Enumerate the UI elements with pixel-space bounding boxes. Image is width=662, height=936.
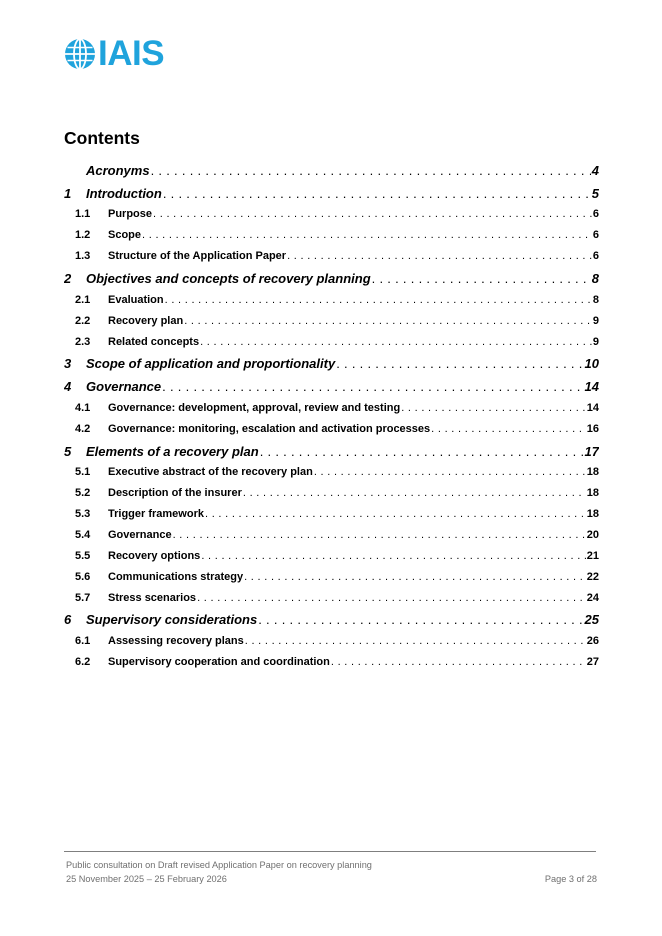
toc-dot-leader bbox=[336, 356, 583, 371]
toc-entry-title: Stress scenarios bbox=[108, 591, 197, 604]
toc-entry-number: 4.1 bbox=[75, 401, 91, 414]
toc-entry[interactable] bbox=[64, 402, 599, 423]
toc-dot-leader bbox=[401, 402, 586, 414]
toc-entry-page: 18 bbox=[586, 466, 599, 479]
toc-entry-page: 14 bbox=[586, 401, 599, 414]
toc-entry-title: Trigger framework bbox=[108, 508, 204, 521]
toc-entry-page: 25 bbox=[584, 612, 599, 628]
toc-dot-leader bbox=[287, 250, 592, 262]
toc-dot-leader bbox=[142, 229, 592, 241]
toc-dot-leader bbox=[151, 163, 591, 178]
toc-entry-page: 20 bbox=[586, 528, 599, 541]
toc-dot-leader bbox=[197, 592, 586, 604]
page-title: Contents bbox=[64, 128, 140, 148]
toc-entry-number: 5.6 bbox=[75, 570, 91, 583]
toc-entry-page: 6 bbox=[592, 208, 599, 221]
iais-logo bbox=[64, 34, 165, 73]
toc-entry-title: Governance bbox=[86, 379, 162, 395]
toc-dot-leader bbox=[243, 487, 586, 499]
toc-entry[interactable] bbox=[64, 336, 599, 357]
toc-entry[interactable] bbox=[64, 571, 599, 592]
toc-entry[interactable] bbox=[64, 163, 599, 186]
toc-entry-title: Elements of a recovery plan bbox=[86, 443, 259, 459]
toc-dot-leader bbox=[331, 656, 586, 668]
toc-entry-title: Communications strategy bbox=[108, 570, 244, 583]
toc-entry-page: 27 bbox=[586, 656, 599, 669]
toc-entry-number: 3 bbox=[64, 356, 72, 372]
toc-entry-title: Assessing recovery plans bbox=[108, 635, 244, 648]
table-of-contents bbox=[64, 163, 599, 677]
toc-entry-page: 8 bbox=[591, 271, 599, 287]
toc-entry-number: 1.1 bbox=[75, 208, 91, 221]
toc-entry-page: 18 bbox=[586, 487, 599, 500]
toc-dot-leader bbox=[153, 208, 592, 220]
toc-entry-title: Governance: monitoring, escalation and activation processes bbox=[108, 422, 431, 435]
toc-entry[interactable] bbox=[64, 635, 599, 656]
toc-entry[interactable] bbox=[64, 208, 599, 229]
toc-entry[interactable] bbox=[64, 487, 599, 508]
toc-dot-leader bbox=[163, 186, 591, 201]
toc-dot-leader bbox=[260, 444, 584, 459]
toc-entry-title: Structure of the Application Paper bbox=[108, 250, 287, 263]
toc-entry[interactable] bbox=[64, 508, 599, 529]
toc-entry[interactable] bbox=[64, 186, 599, 209]
toc-entry-number: 2.1 bbox=[75, 293, 91, 306]
toc-entry[interactable] bbox=[64, 423, 599, 444]
toc-entry-page: 6 bbox=[592, 229, 599, 242]
toc-entry-page: 16 bbox=[586, 422, 599, 435]
toc-entry-number: 5.7 bbox=[75, 591, 91, 604]
footer-date-range: 25 November 2025 – 25 February 2026 bbox=[66, 874, 227, 884]
footer-divider bbox=[64, 851, 596, 852]
toc-entry-page: 4 bbox=[591, 163, 599, 178]
toc-dot-leader bbox=[245, 635, 586, 647]
toc-entry-title: Recovery plan bbox=[108, 314, 184, 327]
toc-entry-number: 2.2 bbox=[75, 314, 91, 327]
toc-entry-title: Introduction bbox=[86, 185, 162, 201]
toc-entry[interactable] bbox=[64, 592, 599, 613]
toc-entry-number: 1.2 bbox=[75, 229, 91, 242]
toc-entry-title: Purpose bbox=[108, 208, 153, 221]
footer-document-title: Public consultation on Draft revised Application Paper on recovery planning bbox=[66, 860, 372, 870]
toc-entry-title: Governance bbox=[108, 528, 172, 541]
toc-entry[interactable] bbox=[64, 229, 599, 250]
toc-entry[interactable] bbox=[64, 656, 599, 677]
footer-page-number: Page 3 of 28 bbox=[544, 874, 597, 884]
toc-entry-page: 14 bbox=[584, 379, 599, 395]
toc-entry-title: Objectives and concepts of recovery planning bbox=[86, 271, 371, 287]
toc-entry-number: 1.3 bbox=[75, 250, 91, 263]
toc-dot-leader bbox=[162, 379, 583, 394]
toc-entry-title: Description of the insurer bbox=[108, 487, 242, 500]
toc-entry[interactable] bbox=[64, 294, 599, 315]
toc-entry[interactable] bbox=[64, 250, 599, 271]
toc-entry-number: 5.2 bbox=[75, 487, 91, 500]
toc-dot-leader bbox=[200, 336, 592, 348]
toc-entry-page: 6 bbox=[592, 250, 599, 263]
toc-entry[interactable] bbox=[64, 356, 599, 379]
toc-entry-number: 4.2 bbox=[75, 422, 91, 435]
toc-entry-number: 5.4 bbox=[75, 528, 91, 541]
toc-entry-title: Evaluation bbox=[108, 293, 164, 306]
toc-entry[interactable] bbox=[64, 466, 599, 487]
toc-entry-number: 5.3 bbox=[75, 508, 91, 521]
toc-entry-page: 26 bbox=[586, 635, 599, 648]
toc-entry-number: 2 bbox=[64, 271, 72, 287]
toc-entry[interactable] bbox=[64, 271, 599, 294]
toc-entry-page: 24 bbox=[586, 591, 599, 604]
toc-dot-leader bbox=[431, 423, 586, 435]
toc-entry-page: 21 bbox=[586, 549, 599, 562]
toc-dot-leader bbox=[201, 550, 585, 562]
toc-dot-leader bbox=[244, 571, 586, 583]
toc-entry-number: 5.1 bbox=[75, 466, 91, 479]
toc-entry-number: 6.2 bbox=[75, 656, 91, 669]
toc-entry-page: 9 bbox=[592, 335, 599, 348]
toc-entry-number: 1 bbox=[64, 185, 72, 201]
toc-dot-leader bbox=[165, 294, 592, 306]
toc-entry-number: 4 bbox=[64, 379, 72, 395]
toc-entry-page: 18 bbox=[586, 508, 599, 521]
toc-entry-number: 6 bbox=[64, 612, 72, 628]
toc-entry[interactable] bbox=[64, 315, 599, 336]
toc-entry-title: Scope of application and proportionality bbox=[86, 356, 336, 372]
toc-dot-leader bbox=[314, 466, 586, 478]
toc-entry-number: 5 bbox=[64, 443, 72, 459]
toc-entry-page: 9 bbox=[592, 314, 599, 327]
toc-entry[interactable] bbox=[64, 529, 599, 550]
globe-icon bbox=[64, 38, 96, 70]
toc-entry-title: Recovery options bbox=[108, 549, 201, 562]
toc-entry[interactable] bbox=[64, 444, 599, 467]
toc-entry-page: 8 bbox=[592, 293, 599, 306]
toc-entry-title: Supervisory considerations bbox=[86, 612, 258, 628]
toc-entry-number: 2.3 bbox=[75, 335, 91, 348]
toc-entry-page: 22 bbox=[586, 570, 599, 583]
toc-entry-title: Scope bbox=[108, 229, 142, 242]
toc-dot-leader bbox=[372, 271, 591, 286]
toc-dot-leader bbox=[184, 315, 592, 327]
toc-dot-leader bbox=[173, 529, 586, 541]
toc-entry-title: Acronyms bbox=[86, 163, 150, 178]
toc-entry[interactable] bbox=[64, 612, 599, 635]
toc-entry-title: Executive abstract of the recovery plan bbox=[108, 466, 313, 479]
toc-entry-page: 10 bbox=[584, 356, 599, 372]
toc-entry-page: 5 bbox=[591, 185, 599, 201]
toc-dot-leader bbox=[258, 612, 583, 627]
logo-text: IAIS bbox=[98, 34, 165, 73]
toc-entry[interactable] bbox=[64, 550, 599, 571]
toc-dot-leader bbox=[205, 508, 586, 520]
toc-entry-title: Supervisory cooperation and coordination bbox=[108, 656, 330, 669]
toc-entry-page: 17 bbox=[584, 443, 599, 459]
toc-entry-number: 5.5 bbox=[75, 549, 91, 562]
toc-entry[interactable] bbox=[64, 379, 599, 402]
toc-entry-number: 6.1 bbox=[75, 635, 91, 648]
toc-entry-title: Governance: development, approval, review and testing bbox=[108, 401, 401, 414]
toc-entry-title: Related concepts bbox=[108, 335, 200, 348]
